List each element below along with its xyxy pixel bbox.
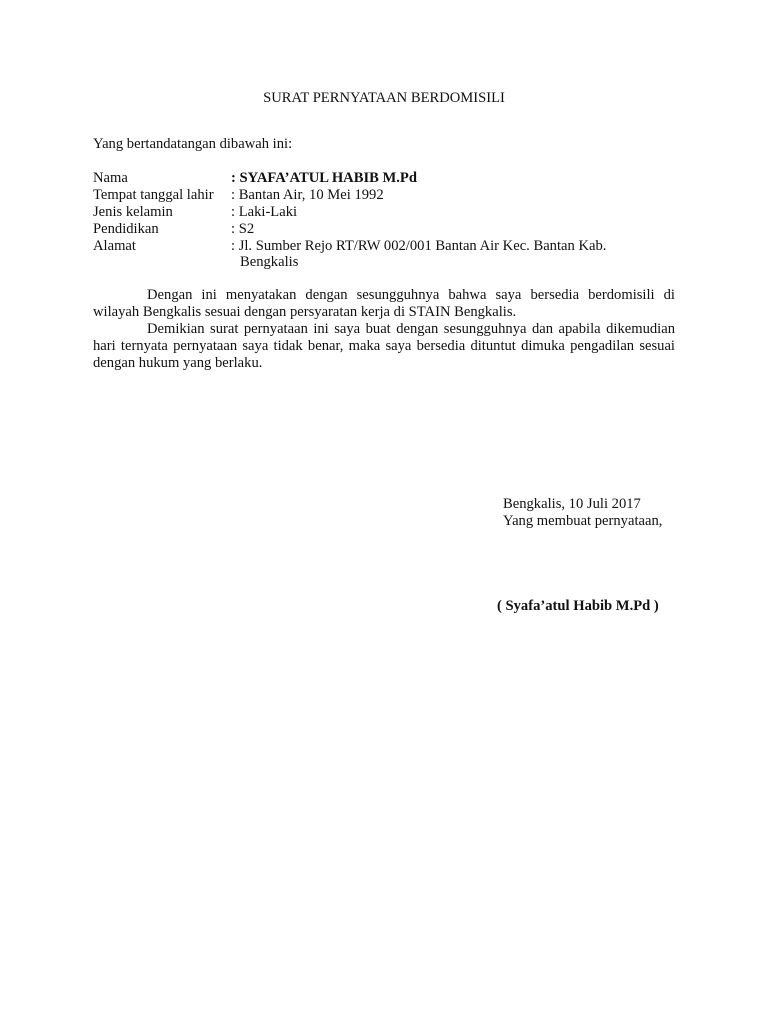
identity-fields: [93, 170, 693, 255]
intro-text: Yang bertandatangan dibawah ini:: [93, 136, 293, 152]
document-title: SURAT PERNYATAAN BERDOMISILI: [263, 90, 505, 106]
statement-body: [93, 287, 675, 372]
place-date: Bengkalis, 10 Juli 2017: [503, 496, 641, 512]
field-value-pendidikan: : S2: [231, 221, 255, 237]
signer-caption: Yang membuat pernyataan,: [503, 513, 663, 529]
field-label-pendidikan: Pendidikan: [93, 221, 159, 237]
field-row-nama: [93, 170, 693, 187]
field-value-nama: : SYAFA’ATUL HABIB M.Pd: [231, 170, 417, 186]
field-row-jenis-kelamin: [93, 204, 693, 221]
field-row-tempat-tanggal-lahir: [93, 187, 693, 204]
field-label-nama: Nama: [93, 170, 128, 186]
field-row-alamat: [93, 238, 693, 255]
statement-paragraph-closing: Demikian surat pernyataan ini saya buat dengan sesungguhnya dan apabila dikemudian hari ternyata pernyataan saya tidak benar, maka saya bersedia dituntut dimuka pengadilan sesuai dengan hukum yang berlaku.: [93, 321, 675, 371]
field-label-alamat: Alamat: [93, 238, 136, 254]
field-row-pendidikan: [93, 221, 693, 238]
field-value-alamat: : Jl. Sumber Rejo RT/RW 002/001 Bantan Air Kec. Bantan Kab.: [231, 238, 607, 254]
signature-block: [503, 496, 662, 530]
signer-name: ( Syafa’atul Habib M.Pd ): [497, 598, 659, 614]
field-value-tempat-tanggal-lahir: : Bantan Air, 10 Mei 1992: [231, 187, 384, 203]
statement-paragraph-domicile: Dengan ini menyatakan dengan sesungguhnya bahwa saya bersedia berdomisili di wilayah Bengkalis sesuai dengan persyaratan kerja di STAIN Bengkalis.: [93, 287, 675, 320]
field-value-jenis-kelamin: : Laki-Laki: [231, 204, 298, 220]
field-label-jenis-kelamin: Jenis kelamin: [93, 204, 173, 220]
field-label-tempat-tanggal-lahir: Tempat tanggal lahir: [93, 187, 214, 203]
address-continuation: Bengkalis: [240, 254, 299, 270]
